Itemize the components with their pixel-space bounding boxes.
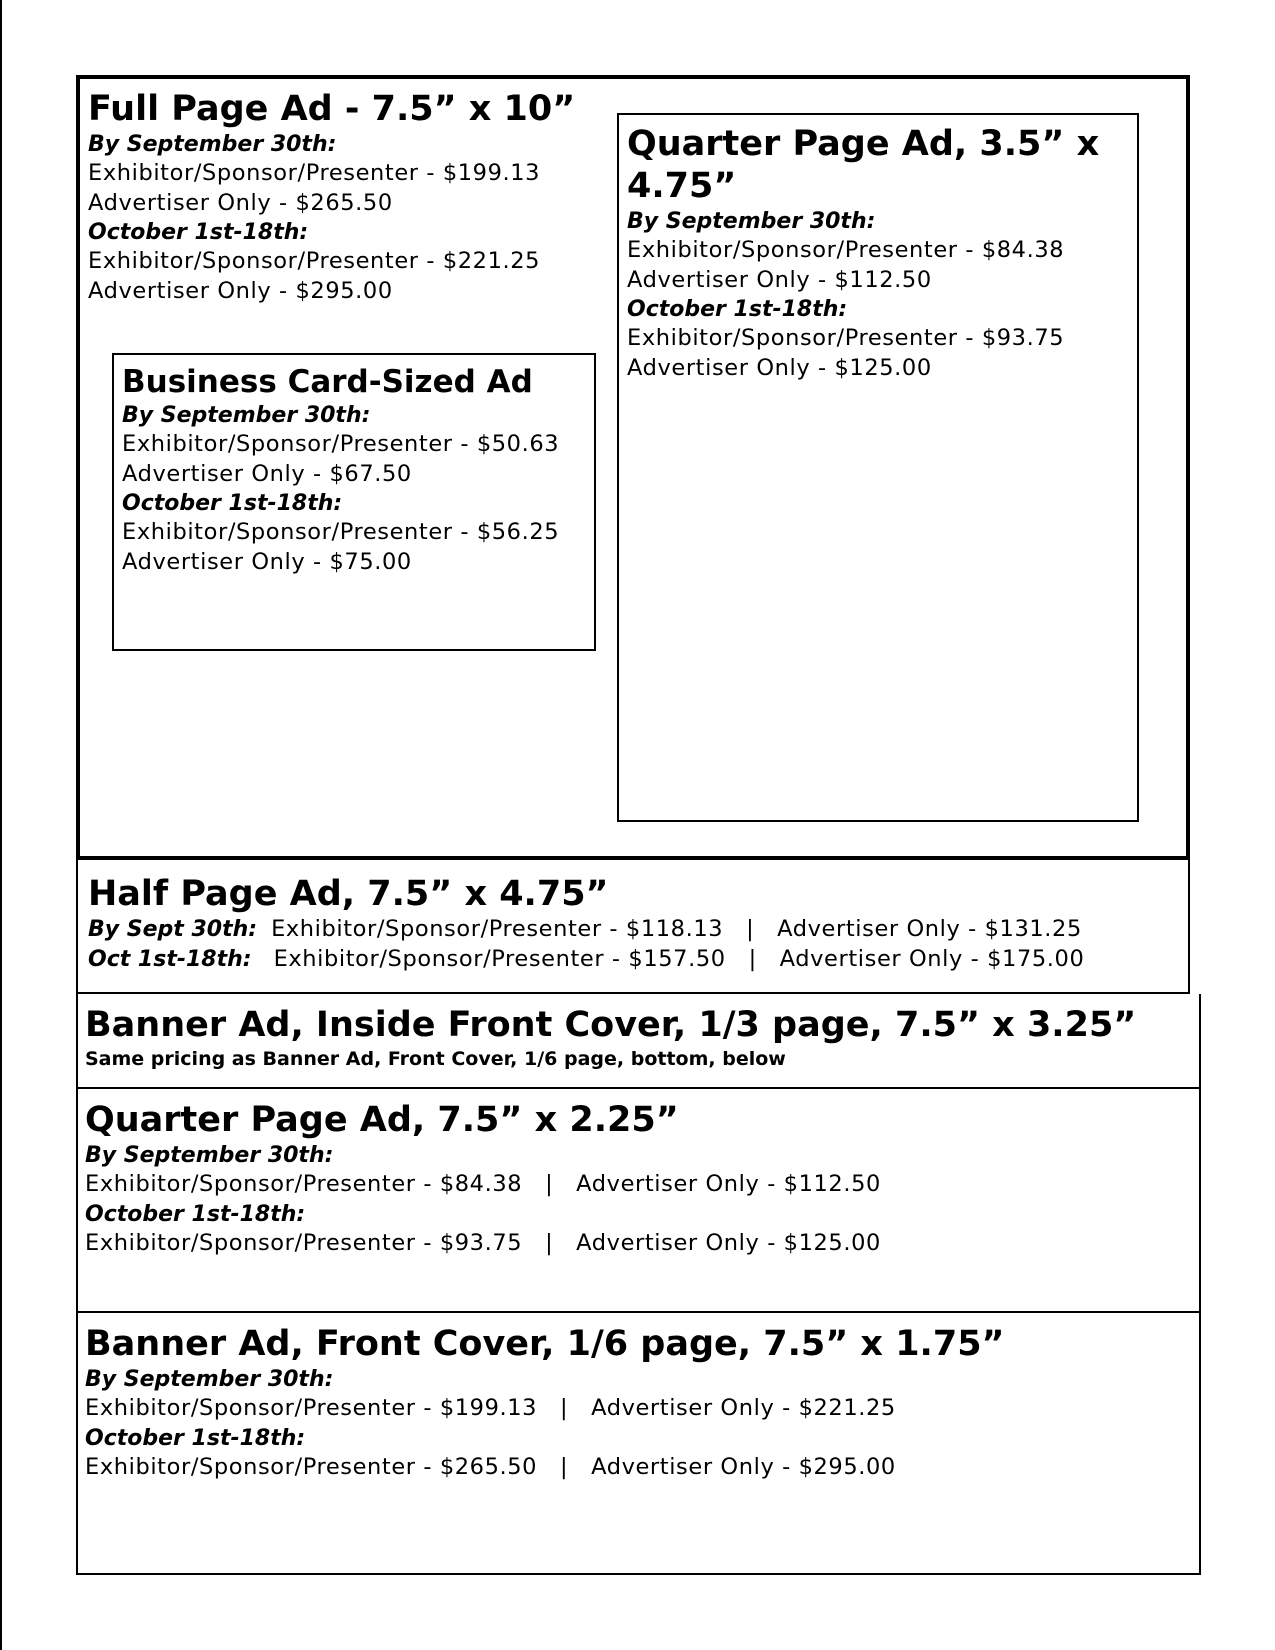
banner-front-cover-ad-title: Banner Ad, Front Cover, 1/6 page, 7.5” x 1.75” <box>85 1324 1005 1364</box>
half-page-ad-title: Half Page Ad, 7.5” x 4.75” <box>88 874 609 914</box>
half-page-early-advertiser-price: Advertiser Only - $131.25 <box>777 916 1082 942</box>
banner-inside-cover-note: Same pricing as Banner Ad, Front Cover, 1/6 page, bottom, below <box>85 1048 786 1070</box>
business-card-late-advertiser-price: Advertiser Only - $75.00 <box>122 548 412 575</box>
quarter-page-vertical-ad-title: Quarter Page Ad, 3.5” x 4.75” <box>627 124 1100 206</box>
banner-front-early-separator: | <box>560 1395 569 1421</box>
business-card-early-advertiser-price: Advertiser Only - $67.50 <box>122 460 412 487</box>
business-card-ad-box <box>112 353 596 651</box>
banner-front-late-advertiser-price: Advertiser Only - $295.00 <box>591 1453 896 1480</box>
full-page-ad-title: Full Page Ad - 7.5” x 10” <box>88 89 576 129</box>
quarter-page-horizontal-ad-box <box>76 1089 1201 1313</box>
half-page-late-separator: | <box>748 945 757 972</box>
half-page-late-exhibitor-price: Exhibitor/Sponsor/Presenter - $157.50 <box>273 945 726 972</box>
half-page-ad-box <box>76 860 1190 994</box>
quarter-horizontal-late-advertiser-price: Advertiser Only - $125.00 <box>576 1229 881 1256</box>
full-page-early-exhibitor-price: Exhibitor/Sponsor/Presenter - $199.13 <box>88 160 541 186</box>
business-card-early-exhibitor-price: Exhibitor/Sponsor/Presenter - $50.63 <box>122 431 560 457</box>
banner-front-early-exhibitor-price: Exhibitor/Sponsor/Presenter - $199.13 <box>85 1395 538 1421</box>
quarter-vertical-late-label: October 1st-18th: <box>627 297 848 322</box>
quarter-vertical-late-exhibitor-price: Exhibitor/Sponsor/Presenter - $93.75 <box>627 325 1065 351</box>
quarter-horizontal-early-separator: | <box>545 1171 554 1197</box>
quarter-vertical-late-advertiser-price: Advertiser Only - $125.00 <box>627 354 932 381</box>
quarter-vertical-early-exhibitor-price: Exhibitor/Sponsor/Presenter - $84.38 <box>627 237 1065 263</box>
quarter-vertical-early-label: By September 30th: <box>627 209 876 234</box>
banner-front-early-advertiser-price: Advertiser Only - $221.25 <box>591 1395 896 1421</box>
quarter-horizontal-late-separator: | <box>545 1229 554 1256</box>
banner-front-late-label: October 1st-18th: <box>85 1425 306 1451</box>
half-page-late-label: Oct 1st-18th: <box>88 946 252 972</box>
business-card-late-label: October 1st-18th: <box>122 491 343 516</box>
business-card-early-label: By September 30th: <box>122 403 371 428</box>
quarter-vertical-early-advertiser-price: Advertiser Only - $112.50 <box>627 266 932 293</box>
banner-front-late-exhibitor-price: Exhibitor/Sponsor/Presenter - $265.50 <box>85 1453 538 1480</box>
business-card-ad-title: Business Card-Sized Ad <box>122 364 533 400</box>
quarter-horizontal-late-label: October 1st-18th: <box>85 1201 306 1227</box>
half-page-early-separator: | <box>746 916 755 942</box>
banner-inside-cover-ad-title: Banner Ad, Inside Front Cover, 1/3 page, 7.5” x 3.25” <box>85 1005 1137 1045</box>
quarter-horizontal-early-advertiser-price: Advertiser Only - $112.50 <box>576 1171 881 1197</box>
banner-front-cover-ad-box <box>76 1313 1201 1575</box>
full-page-late-exhibitor-price: Exhibitor/Sponsor/Presenter - $221.25 <box>88 248 541 274</box>
quarter-page-vertical-ad-box <box>617 113 1139 822</box>
half-page-late-advertiser-price: Advertiser Only - $175.00 <box>779 945 1085 972</box>
full-page-late-advertiser-price: Advertiser Only - $295.00 <box>88 277 393 304</box>
full-page-late-label: October 1st-18th: <box>88 220 309 245</box>
half-page-early-label: By Sept 30th: <box>88 917 258 942</box>
quarter-horizontal-early-exhibitor-price: Exhibitor/Sponsor/Presenter - $84.38 <box>85 1171 523 1197</box>
full-page-early-advertiser-price: Advertiser Only - $265.50 <box>88 189 393 216</box>
banner-front-late-separator: | <box>560 1453 569 1480</box>
business-card-late-exhibitor-price: Exhibitor/Sponsor/Presenter - $56.25 <box>122 519 560 545</box>
half-page-early-exhibitor-price: Exhibitor/Sponsor/Presenter - $118.13 <box>271 916 724 942</box>
quarter-horizontal-early-label: By September 30th: <box>85 1143 334 1168</box>
quarter-horizontal-late-exhibitor-price: Exhibitor/Sponsor/Presenter - $93.75 <box>85 1229 523 1256</box>
quarter-page-horizontal-ad-title: Quarter Page Ad, 7.5” x 2.25” <box>85 1100 679 1140</box>
page-left-edge <box>0 0 2 1650</box>
banner-inside-cover-ad-box <box>76 994 1201 1089</box>
banner-front-early-label: By September 30th: <box>85 1367 334 1392</box>
full-page-early-label: By September 30th: <box>88 132 337 157</box>
